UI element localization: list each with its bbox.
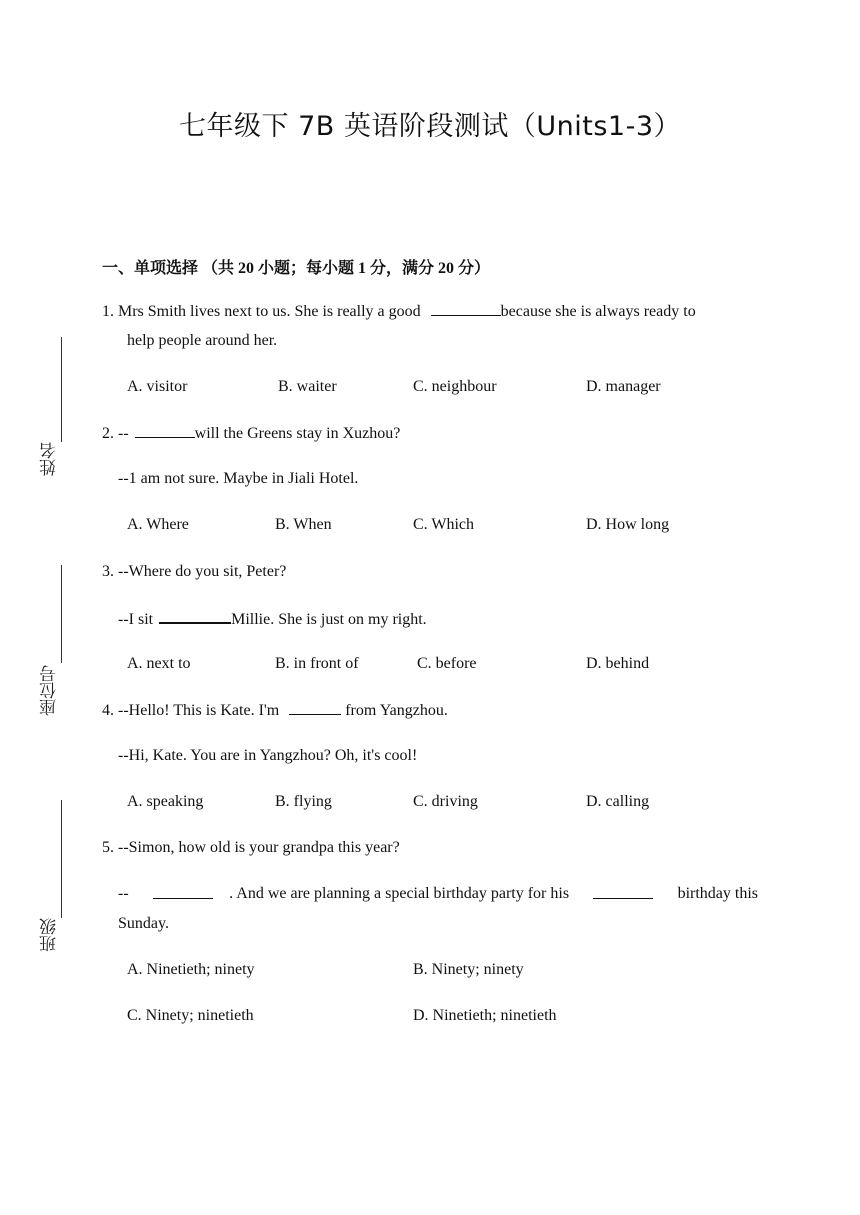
q2-text-a: 2. -- [102, 425, 133, 442]
class-underline [61, 800, 62, 918]
q2-blank[interactable] [135, 423, 195, 438]
q2-option-d[interactable]: D. How long [586, 516, 670, 533]
seat-label: 座位号 [40, 665, 60, 716]
q4-blank[interactable] [289, 700, 341, 715]
q1-stem-continued: help people around her. [127, 332, 278, 349]
q1-option-b[interactable]: B. waiter [278, 378, 337, 395]
q5-option-a[interactable]: A. Ninetieth; ninety [127, 961, 255, 978]
q3-option-d[interactable]: D. behind [586, 655, 650, 672]
q1-option-c[interactable]: C. neighbour [413, 378, 497, 395]
q1-option-a[interactable]: A. visitor [127, 378, 188, 395]
q4-option-a[interactable]: A. speaking [127, 793, 204, 810]
question-1-stem [102, 301, 758, 322]
class-label: 班级 [40, 918, 60, 952]
q5-reply-continued: Sunday. [118, 915, 169, 932]
q4-text-a: 4. --Hello! This is Kate. I'm [102, 702, 284, 719]
q3-option-b[interactable]: B. in front of [275, 655, 359, 672]
q4-option-d[interactable]: D. calling [586, 793, 650, 810]
q5-text-b: . And we are planning a special birthday party for his [229, 885, 570, 902]
q4-option-c[interactable]: C. driving [413, 793, 478, 810]
q5-blank-2[interactable] [593, 884, 653, 899]
q3-option-c[interactable]: C. before [417, 655, 477, 672]
q2-option-c[interactable]: C. Which [413, 516, 475, 533]
question-5-stem: 5. --Simon, how old is your grandpa this year? [102, 839, 400, 856]
q3-reply [118, 608, 427, 630]
q5-option-b[interactable]: B. Ninety; ninety [413, 961, 524, 978]
name-underline [61, 337, 62, 442]
name-field [40, 337, 64, 487]
q2-option-b[interactable]: B. When [275, 516, 332, 533]
q3-text-a: --I sit [118, 611, 158, 628]
q3-blank[interactable] [159, 608, 231, 624]
class-field [40, 800, 64, 965]
page-title: 七年级下 7B 英语阶段测试（Units1-3） [179, 111, 681, 142]
q2-option-a[interactable]: A. Where [127, 516, 189, 533]
q5-text-a: -- [118, 885, 129, 902]
q1-option-d[interactable]: D. manager [586, 378, 661, 395]
q1-text-a: 1. Mrs Smith lives next to us. She is really a good [102, 303, 425, 320]
q1-blank[interactable] [431, 301, 501, 316]
q3-text-b: Millie. She is just on my right. [231, 611, 427, 628]
q5-text-c: birthday this [677, 885, 758, 902]
section-heading: 一、单项选择 （共 20 小题；每小题 1 分，满分 20 分） [102, 260, 491, 277]
q4-option-b[interactable]: B. flying [275, 793, 332, 810]
question-4-stem [102, 700, 448, 721]
q5-option-d[interactable]: D. Ninetieth; ninetieth [413, 1007, 557, 1024]
name-label: 姓名 [40, 442, 60, 476]
q2-text-b: will the Greens stay in Xuzhou? [194, 425, 401, 442]
q5-option-c[interactable]: C. Ninety; ninetieth [127, 1007, 254, 1024]
seat-field [40, 565, 64, 725]
q5-reply [118, 884, 758, 904]
question-3-stem: 3. --Where do you sit, Peter? [102, 563, 287, 580]
q3-option-a[interactable]: A. next to [127, 655, 191, 672]
q4-text-b: from Yangzhou. [341, 702, 448, 719]
q2-reply: --1 am not sure. Maybe in Jiali Hotel. [118, 470, 359, 487]
q4-reply: --Hi, Kate. You are in Yangzhou? Oh, it's cool! [118, 747, 418, 764]
question-2-stem [102, 423, 400, 444]
q1-text-b: because she is always ready to [500, 303, 696, 320]
seat-underline [61, 565, 62, 663]
q5-blank-1[interactable] [153, 884, 213, 899]
